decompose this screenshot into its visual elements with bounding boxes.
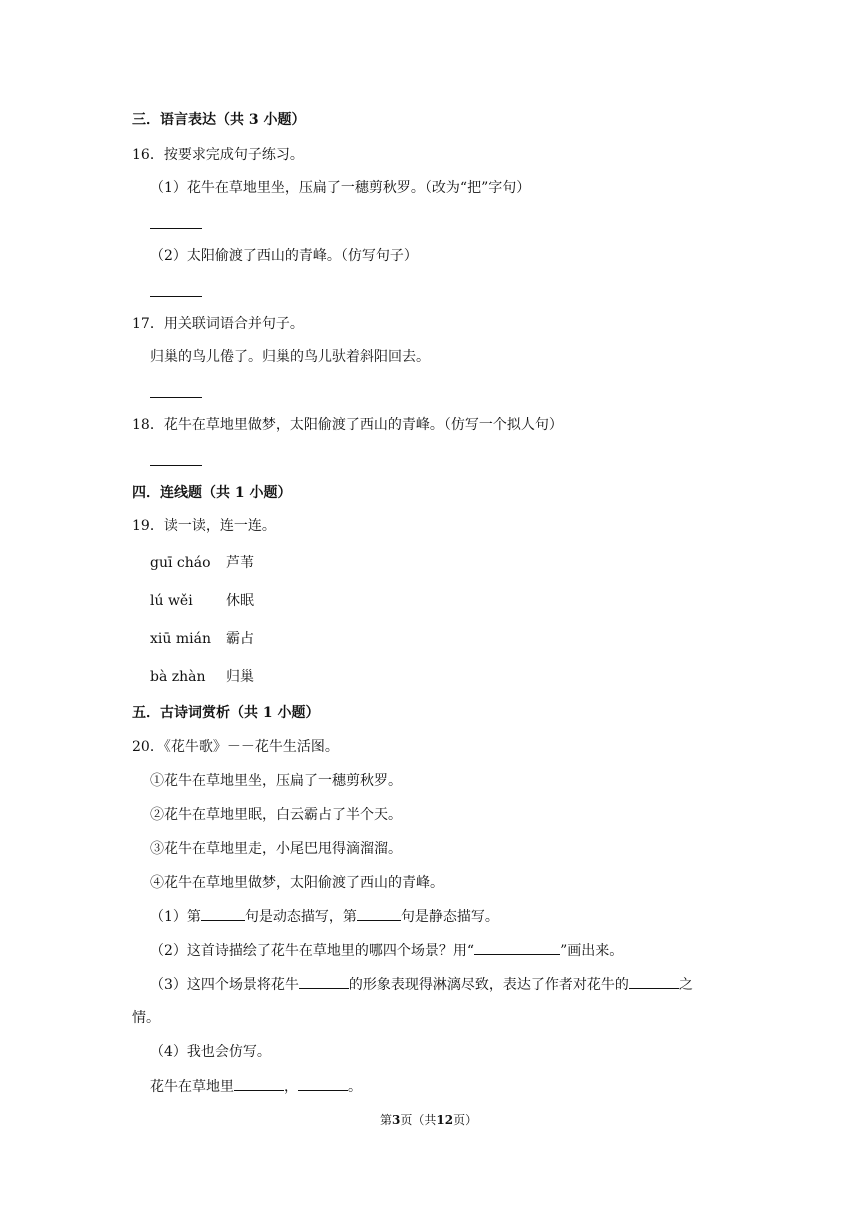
footer-text: 第 bbox=[380, 1113, 393, 1127]
poem-line: ①花牛在草地里坐，压扁了一穗剪秋罗。 bbox=[150, 773, 402, 789]
q20-sub3-text: （3）这四个场景将花牛 bbox=[150, 977, 299, 993]
q20-stem: 20．《花牛歌》－－花牛生活图。 bbox=[132, 739, 339, 755]
q20-sub4-text: 。 bbox=[348, 1079, 362, 1095]
pinyin-item[interactable]: xiū mián bbox=[150, 631, 211, 647]
word-item[interactable]: 休眠 bbox=[226, 593, 254, 609]
word-item[interactable]: 归巢 bbox=[226, 669, 254, 685]
q20-sub1-text: （1）第 bbox=[150, 909, 201, 925]
match-row bbox=[150, 629, 254, 649]
q20-sub2-text: （2）这首诗描绘了花牛在草地里的哪四个场景？用“ bbox=[150, 943, 475, 959]
footer-total-pages: 12 bbox=[436, 1113, 454, 1127]
q20-sub2-blank[interactable] bbox=[474, 940, 560, 955]
q20-sub4-blank-a[interactable] bbox=[234, 1076, 284, 1091]
q20-sub2 bbox=[150, 940, 623, 961]
q16-part1: （1）花牛在草地里坐，压扁了一穗剪秋罗。（改为“把”字句） bbox=[150, 180, 531, 196]
q16-part1-answer-line[interactable] bbox=[150, 228, 202, 229]
q20-sub1-blank-b[interactable] bbox=[357, 906, 401, 921]
section-3-heading: 三．语言表达（共 3 小题） bbox=[132, 112, 306, 128]
q20-sub4-text: 花牛在草地里 bbox=[150, 1079, 234, 1095]
q16-part2: （2）太阳偷渡了西山的青峰。（仿写句子） bbox=[150, 248, 418, 264]
q20-sub4: （4）我也会仿写。 bbox=[150, 1044, 271, 1060]
q20-sub3 bbox=[150, 974, 693, 995]
q16-stem: 16．按要求完成句子练习。 bbox=[132, 147, 304, 163]
match-row bbox=[150, 667, 254, 687]
q20-sub3-text: 的形象表现得淋漓尽致，表达了作者对花牛的 bbox=[348, 977, 629, 993]
q17-stem: 17．用关联词语合并句子。 bbox=[132, 316, 304, 332]
footer-text: 页（共 bbox=[400, 1113, 437, 1127]
q18-stem: 18．花牛在草地里做梦，太阳偷渡了西山的青峰。（仿写一个拟人句） bbox=[132, 417, 563, 433]
match-row bbox=[150, 591, 254, 611]
q18-answer-line[interactable] bbox=[150, 465, 202, 466]
q20-sub4-blank-b[interactable] bbox=[298, 1076, 348, 1091]
match-row bbox=[150, 553, 254, 573]
q17-sentence: 归巢的鸟儿倦了。归巢的鸟儿驮着斜阳回去。 bbox=[150, 349, 430, 365]
q20-sub2-text: ”画出来。 bbox=[560, 943, 624, 959]
q20-sub3-blank-a[interactable] bbox=[299, 974, 349, 989]
q16-part2-answer-line[interactable] bbox=[150, 296, 202, 297]
section-5-heading: 五．古诗词赏析（共 1 小题） bbox=[132, 705, 320, 721]
q20-sub3-blank-b[interactable] bbox=[629, 974, 679, 989]
poem-line: ④花牛在草地里做梦，太阳偷渡了西山的青峰。 bbox=[150, 875, 444, 891]
page-footer bbox=[380, 1110, 477, 1130]
q20-sub3-continuation: 情。 bbox=[132, 1010, 160, 1026]
q20-sub1-text: 句是动态描写，第 bbox=[244, 909, 357, 925]
q20-sub1 bbox=[150, 906, 499, 927]
footer-page-number: 3 bbox=[392, 1113, 401, 1127]
poem-line: ②花牛在草地里眠，白云霸占了半个天。 bbox=[150, 807, 402, 823]
pinyin-item[interactable]: guī cháo bbox=[150, 555, 211, 571]
q20-sub1-blank-a[interactable] bbox=[201, 906, 245, 921]
word-item[interactable]: 芦苇 bbox=[226, 555, 254, 571]
q19-stem: 19．读一读，连一连。 bbox=[132, 518, 276, 534]
q20-sub1-text: 句是静态描写。 bbox=[400, 909, 499, 925]
pinyin-item[interactable]: bà zhàn bbox=[150, 669, 206, 685]
q20-sub4-imitation bbox=[150, 1076, 362, 1097]
word-item[interactable]: 霸占 bbox=[226, 631, 254, 647]
q20-sub3-text: 之 bbox=[678, 977, 693, 993]
poem-line: ③花牛在草地里走，小尾巴甩得滴溜溜。 bbox=[150, 841, 402, 857]
q17-answer-line[interactable] bbox=[150, 397, 202, 398]
section-4-heading: 四．连线题（共 1 小题） bbox=[132, 485, 292, 501]
q20-sub4-text: ， bbox=[284, 1079, 298, 1095]
pinyin-item[interactable]: lú wěi bbox=[150, 593, 193, 609]
footer-text: 页） bbox=[453, 1113, 478, 1127]
